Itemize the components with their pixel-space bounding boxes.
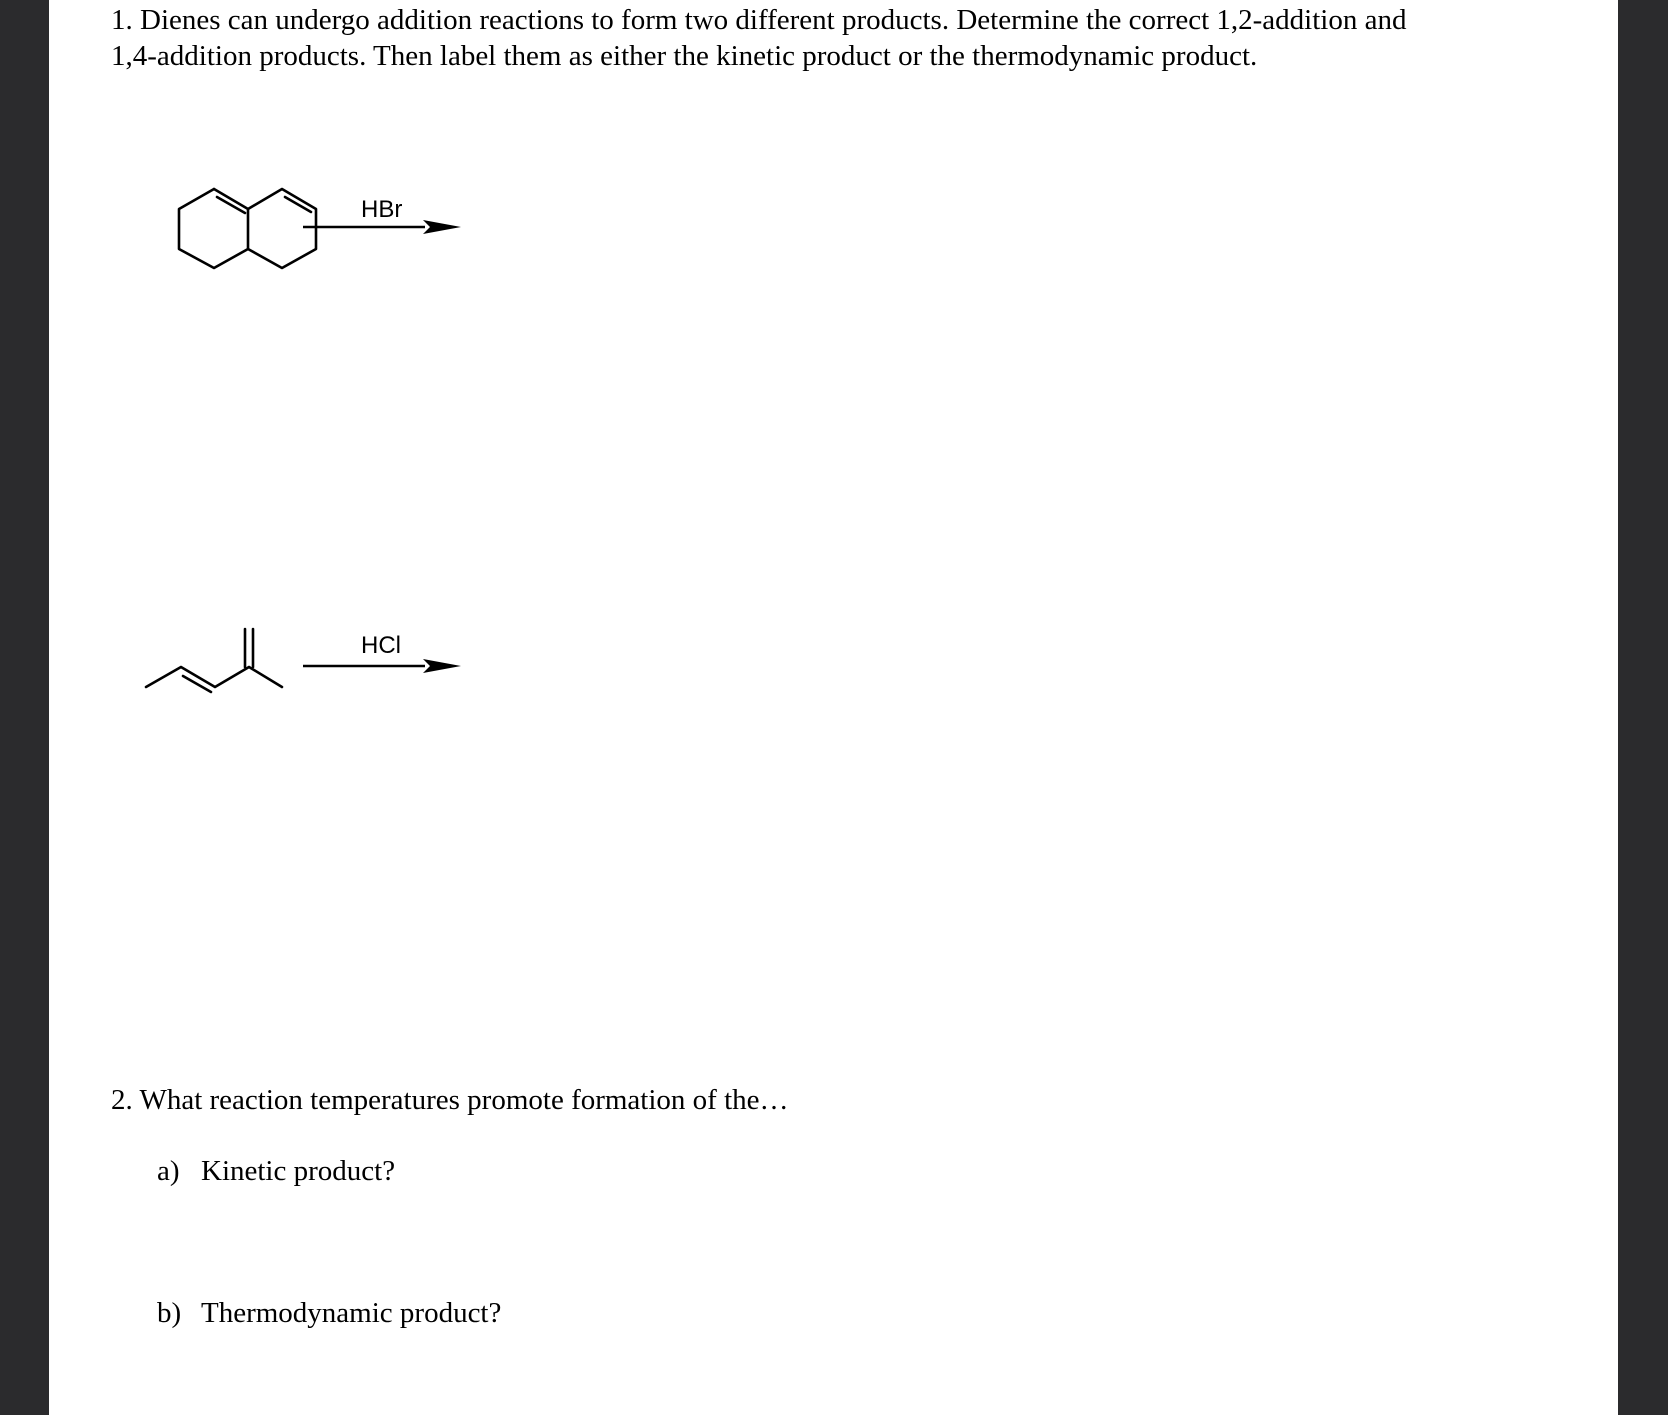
reagent-label-hbr: HBr	[361, 196, 403, 223]
question-2a-text: Kinetic product?	[201, 1155, 396, 1187]
reaction-arrow-2	[49, 0, 1618, 1415]
question-1-line-1: 1. Dienes can undergo addition reactions to form two different products. Determine the correct 1,2-addition and	[111, 4, 1407, 36]
question-1-line-2: 1,4-addition products. Then label them as either the kinetic product or the thermodynamic product.	[111, 40, 1258, 72]
reagent-label-hcl: HCl	[361, 632, 401, 659]
question-2-prompt: 2. What reaction temperatures promote formation of the…	[111, 1084, 789, 1116]
question-2b-marker: b)	[157, 1297, 182, 1329]
question-2a-marker: a)	[157, 1155, 180, 1187]
question-2b-text: Thermodynamic product?	[201, 1297, 502, 1329]
document-page	[49, 0, 1618, 1415]
